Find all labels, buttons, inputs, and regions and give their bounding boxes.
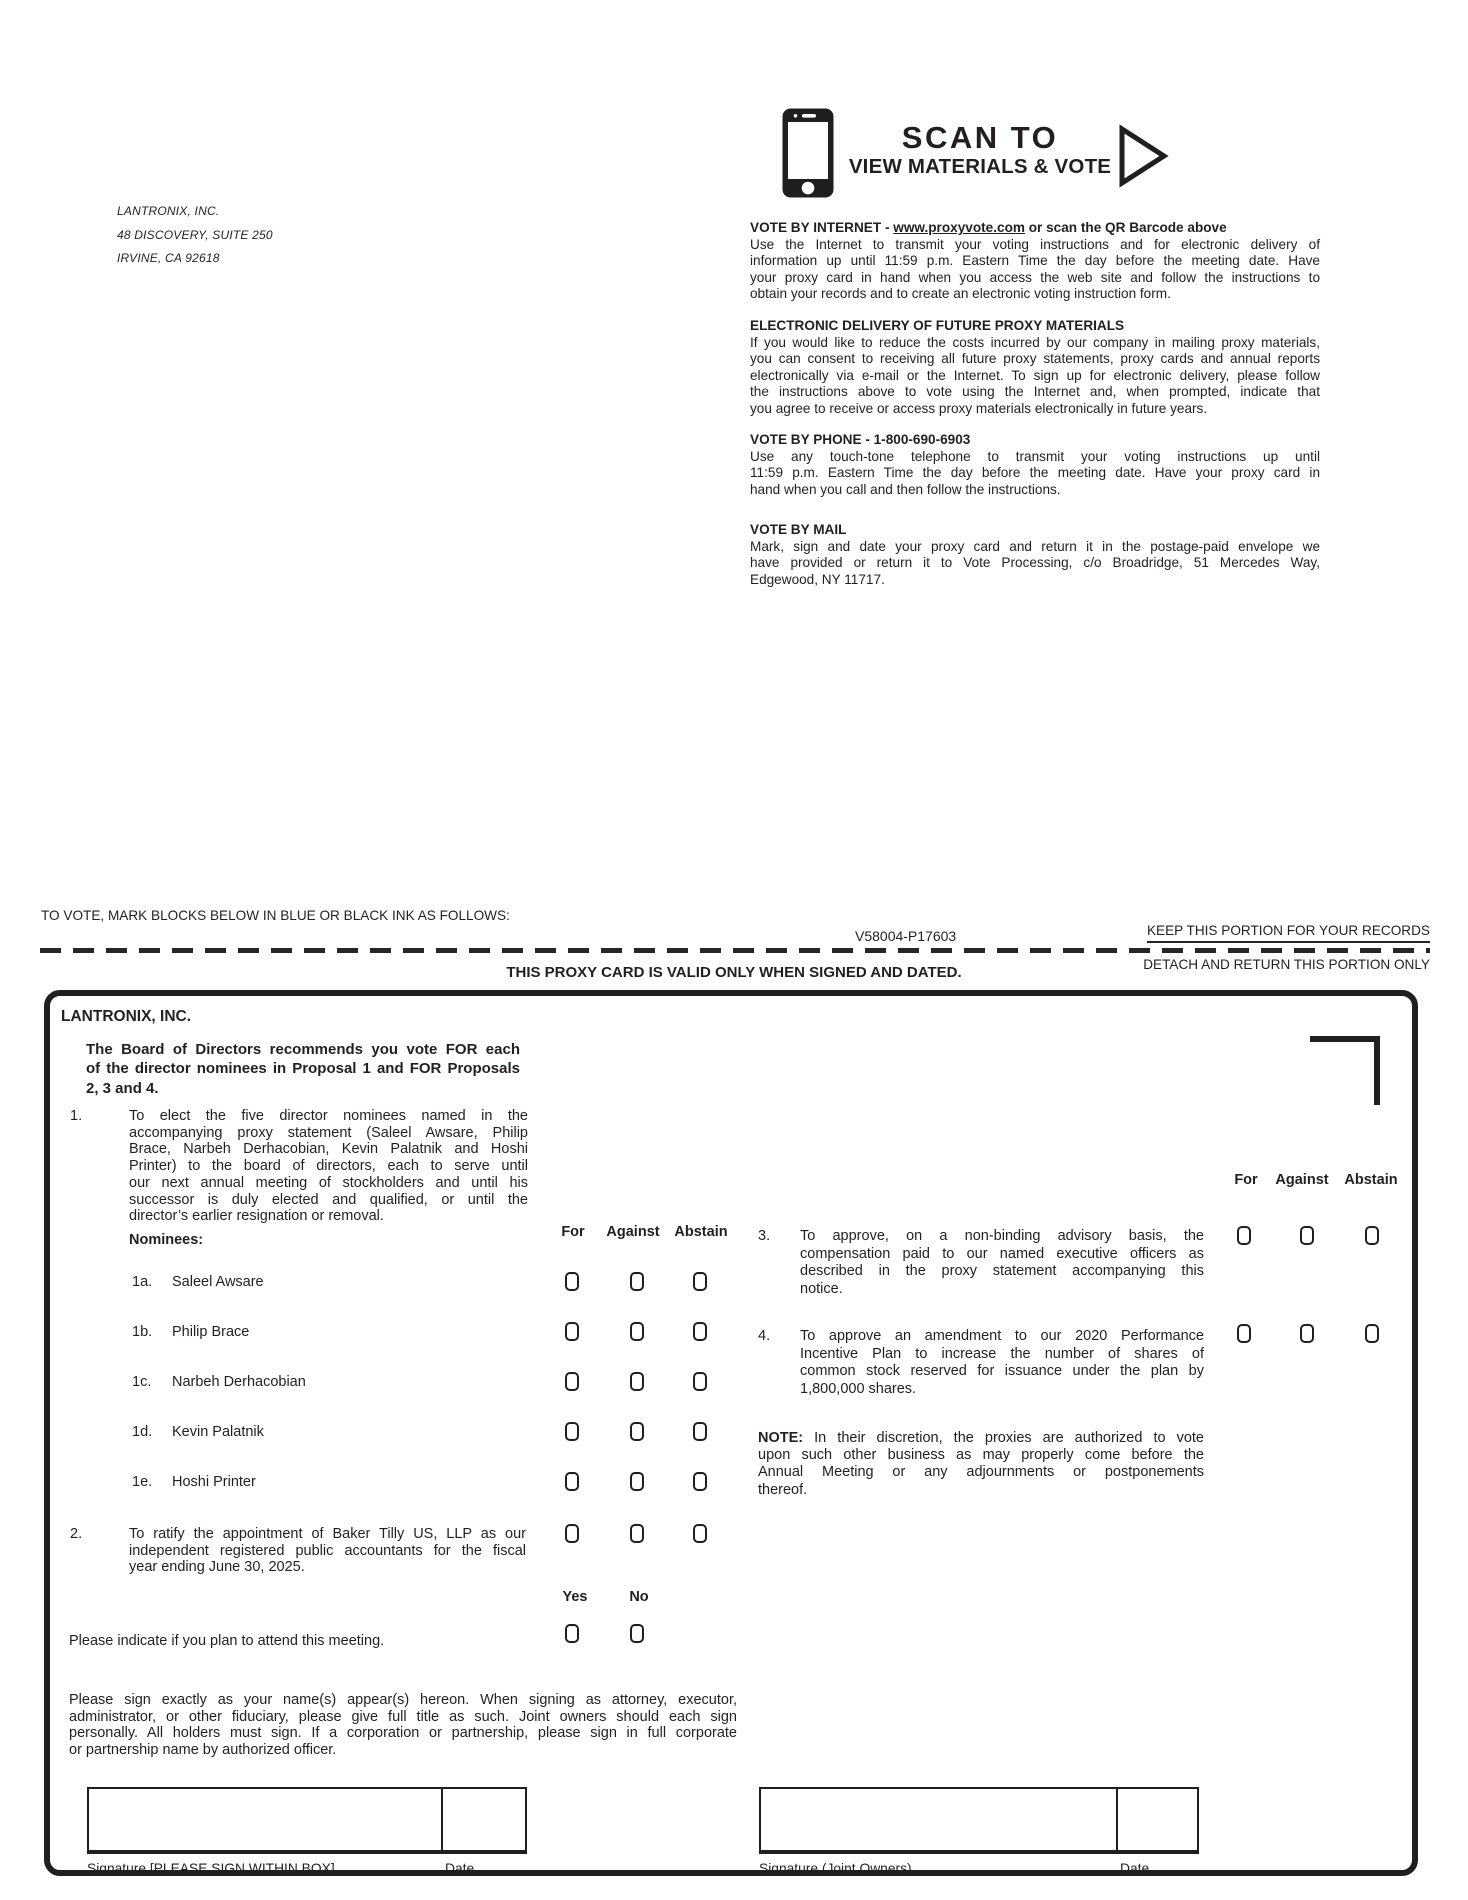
note-label: NOTE: <box>758 1430 804 1446</box>
note-lines <box>758 1447 1204 1499</box>
nominee-1e-checkbox-against[interactable] <box>630 1472 644 1491</box>
nominee-1a-checkbox-against[interactable] <box>630 1272 644 1291</box>
proposal2-checkbox-for[interactable] <box>565 1524 579 1543</box>
text-line: hand when you call and then follow the instructions. <box>750 481 1061 497</box>
text-line: To approve an amendment to our 2020 Performance <box>800 1328 1204 1344</box>
text-line: common stock reserved for issuance under the plan by <box>800 1363 1204 1380</box>
sender-address-line1: 48 DISCOVERY, SUITE 250 <box>117 227 273 242</box>
nominee-1b-checkbox-against[interactable] <box>630 1322 644 1341</box>
text-line: administrator, or other fiduciary, please give full title as such. Joint owners should each sign <box>69 1708 737 1725</box>
scan-to-banner <box>846 121 1114 178</box>
proposal3-checkbox-abstain[interactable] <box>1365 1226 1379 1245</box>
nominee-1c-name: Narbeh Derhacobian <box>172 1374 306 1390</box>
signature-joint-date-label: Date <box>1120 1861 1150 1876</box>
signature-box-joint[interactable] <box>759 1787 1199 1854</box>
text-line: you can consent to receiving all future proxy statements, proxy cards and annual reports <box>750 351 1320 367</box>
text-line: director’s earlier resignation or removal. <box>129 1208 384 1225</box>
signature-primary-label: Signature [PLEASE SIGN WITHIN BOX] <box>87 1861 335 1876</box>
nominee-1c-number: 1c. <box>132 1374 152 1390</box>
text-line: accompanying proxy statement (Saleel Awsare, Philip <box>129 1124 528 1141</box>
valid-when-signed-title: THIS PROXY CARD IS VALID ONLY WHEN SIGNED AND DATED. <box>506 964 962 981</box>
right-header-abstain: Abstain <box>1344 1172 1398 1188</box>
vote-internet-text <box>750 237 1320 303</box>
nominee-1e-checkbox-for[interactable] <box>565 1472 579 1491</box>
text-line: thereof. <box>758 1481 808 1498</box>
left-header-abstain: Abstain <box>674 1224 728 1240</box>
proposal2-checkbox-abstain[interactable] <box>693 1524 707 1543</box>
text-line: Annual Meeting or any adjournments or postponements <box>758 1464 1204 1481</box>
proposal1-number: 1. <box>70 1108 83 1124</box>
text-line: of the director nominees in Proposal 1 and FOR Proposals <box>86 1060 520 1078</box>
nominee-1a-number: 1a. <box>132 1274 153 1290</box>
proposal4-checkbox-against[interactable] <box>1300 1324 1314 1343</box>
proposal1-text <box>129 1108 528 1225</box>
text-line: have provided or return it to Vote Processing, c/o Broadridge, 51 Mercedes Way, <box>750 555 1320 571</box>
right-header-for: For <box>1234 1172 1258 1188</box>
text-line: Brace, Narbeh Derhacobian, Kevin Palatnik and Hoshi <box>129 1141 528 1158</box>
text-line: you agree to receive or access proxy materials electronically in future years. <box>750 400 1208 416</box>
note-first-line: In their discretion, the proxies are authorized to vote <box>803 1430 1204 1446</box>
attend-checkbox-no[interactable] <box>630 1624 644 1643</box>
vote-mail-text <box>750 539 1320 589</box>
electronic-delivery-text <box>750 335 1320 418</box>
text-line: personally. All holders must sign. If a corporation or partnership, please sign in full corporate <box>69 1725 737 1742</box>
text-line: notice. <box>800 1280 843 1297</box>
nominee-1b-checkbox-for[interactable] <box>565 1322 579 1341</box>
text-line: our next annual meeting of stockholders and until his <box>129 1174 528 1191</box>
sender-address-block <box>117 200 273 271</box>
vote-internet-title-suffix: or scan the QR Barcode above <box>1024 220 1227 235</box>
nominees-label: Nominees: <box>129 1232 204 1248</box>
left-header-against: Against <box>606 1224 660 1240</box>
proposal4-checkbox-for[interactable] <box>1237 1324 1251 1343</box>
sender-name: LANTRONIX, INC. <box>117 204 220 218</box>
arrow-triangle-icon <box>1118 124 1170 193</box>
text-line: information up until 11:59 p.m. Eastern Time the day before the meeting date. Have <box>750 253 1320 269</box>
nominee-1d-checkbox-abstain[interactable] <box>693 1422 707 1441</box>
text-line: Mark, sign and date your proxy card and return it in the postage-paid envelope we <box>750 538 1320 554</box>
text-line: To approve, on a non-binding advisory basis, the <box>800 1228 1204 1244</box>
nominee-1b-checkbox-abstain[interactable] <box>693 1322 707 1341</box>
text-line: Incentive Plan to increase the number of shares of <box>800 1345 1204 1362</box>
nominee-1d-name: Kevin Palatnik <box>172 1424 264 1440</box>
vote-method-electronic <box>750 318 1320 418</box>
text-line: To ratify the appointment of Baker Tilly US, LLP as our <box>129 1526 526 1542</box>
electronic-delivery-title: ELECTRONIC DELIVERY OF FUTURE PROXY MATERIALS <box>750 318 1125 333</box>
attend-checkbox-yes[interactable] <box>565 1624 579 1643</box>
text-line: described in the proxy statement accompanying this <box>800 1263 1204 1280</box>
vote-phone-text <box>750 449 1320 499</box>
text-line: successor is duly elected and qualified, or until the <box>129 1191 528 1208</box>
proposal3-number: 3. <box>758 1228 771 1244</box>
text-line: independent registered public accountants for the fiscal <box>129 1542 526 1559</box>
attend-meeting-line: Please indicate if you plan to attend this meeting. <box>69 1633 385 1649</box>
proposal4-checkbox-abstain[interactable] <box>1365 1324 1379 1343</box>
proposal2-text <box>129 1526 526 1576</box>
text-line: To elect the five director nominees named in the <box>129 1108 528 1124</box>
nominee-1e-number: 1e. <box>132 1474 153 1490</box>
sender-address-line2: IRVINE, CA 92618 <box>117 251 220 265</box>
nominee-1d-checkbox-against[interactable] <box>630 1422 644 1441</box>
text-line: Use any touch-tone telephone to transmit your voting instructions up until <box>750 448 1320 464</box>
mark-blocks-instruction: TO VOTE, MARK BLOCKS BELOW IN BLUE OR BLACK INK AS FOLLOWS: <box>41 908 510 923</box>
card-company-name: LANTRONIX, INC. <box>61 1008 192 1025</box>
nominee-1e-name: Hoshi Printer <box>172 1474 256 1490</box>
signature-box-joint-date-divider <box>1116 1789 1118 1850</box>
perforation-dashed-line <box>40 948 1430 953</box>
text-line: your proxy card in hand when you access the web site and follow the instructions to <box>750 269 1320 285</box>
text-line: Printer) to the board of directors, each to serve until <box>129 1158 528 1175</box>
board-recommendation <box>86 1040 520 1098</box>
proposal4-text <box>800 1328 1204 1398</box>
nominee-1a-name: Saleel Awsare <box>172 1274 264 1290</box>
proposal3-text <box>800 1228 1204 1298</box>
text-line: obtain your records and to create an electronic voting instruction form. <box>750 286 1171 302</box>
signature-box-primary-date-divider <box>441 1789 443 1850</box>
proposal4-number: 4. <box>758 1328 771 1344</box>
proxyvote-link[interactable]: www.proxyvote.com <box>893 220 1025 235</box>
yes-header: Yes <box>562 1589 588 1605</box>
nominee-1d-checkbox-for[interactable] <box>565 1422 579 1441</box>
vote-mail-title: VOTE BY MAIL <box>750 522 847 537</box>
text-line: Edgewood, NY 11717. <box>750 571 885 587</box>
text-line: If you would like to reduce the costs incurred by our company in mailing proxy materials, <box>750 334 1320 350</box>
nominee-1b-name: Philip Brace <box>172 1324 250 1340</box>
proposal2-checkbox-against[interactable] <box>630 1524 644 1543</box>
nominee-1a-checkbox-abstain[interactable] <box>693 1272 707 1291</box>
detach-portion-label: DETACH AND RETURN THIS PORTION ONLY <box>1143 957 1430 972</box>
vote-method-internet <box>750 220 1320 303</box>
nominee-1c-checkbox-abstain[interactable] <box>693 1372 707 1391</box>
text-line: upon such other business as may properly come before the <box>758 1447 1204 1464</box>
proposal2-number: 2. <box>70 1526 83 1542</box>
nominee-1c-checkbox-for[interactable] <box>565 1372 579 1391</box>
text-line: 11:59 p.m. Eastern Time the day before the meeting date. Have your proxy card in <box>750 465 1320 481</box>
text-line: 1,800,000 shares. <box>800 1380 917 1397</box>
proposal3-checkbox-for[interactable] <box>1237 1226 1251 1245</box>
text-line: 2, 3 and 4. <box>86 1079 159 1097</box>
text-line: electronically via e-mail or the Internet. To sign up for electronic delivery, please follow <box>750 367 1320 383</box>
scan-to-subtitle: VIEW MATERIALS & VOTE <box>848 155 1112 178</box>
nominee-1b-number: 1b. <box>132 1324 153 1340</box>
signature-box-primary[interactable] <box>87 1787 527 1854</box>
text-line: Please sign exactly as your name(s) appear(s) hereon. When signing as attorney, executor, <box>69 1692 737 1708</box>
sign-instructions <box>69 1692 737 1758</box>
left-header-for: For <box>561 1224 585 1240</box>
right-header-against: Against <box>1275 1172 1329 1188</box>
proposal3-checkbox-against[interactable] <box>1300 1226 1314 1245</box>
signature-primary-date-label: Date <box>445 1861 475 1876</box>
text-line: or partnership name by authorized officer. <box>69 1741 337 1758</box>
text-line: compensation paid to our named executive officers as <box>800 1245 1204 1262</box>
control-number: V58004-P17603 <box>855 928 957 944</box>
text-line: the instructions above to vote using the Internet and, when prompted, indicate that <box>750 384 1320 400</box>
text-line: year ending June 30, 2025. <box>129 1559 305 1576</box>
text-line: The Board of Directors recommends you vote FOR each <box>86 1041 520 1058</box>
nominee-1d-number: 1d. <box>132 1424 153 1440</box>
signature-joint-label: Signature (Joint Owners) <box>759 1861 912 1876</box>
no-header: No <box>629 1589 649 1605</box>
vote-internet-title <box>750 220 1320 237</box>
text-line: Use the Internet to transmit your voting instructions and for electronic delivery of <box>750 236 1320 252</box>
vote-method-mail <box>750 522 1320 588</box>
vote-method-phone <box>750 432 1320 498</box>
keep-portion-label: KEEP THIS PORTION FOR YOUR RECORDS <box>1147 923 1430 943</box>
scan-to-title: SCAN TO <box>901 120 1059 155</box>
smartphone-icon <box>781 107 835 204</box>
vote-internet-title-prefix: VOTE BY INTERNET - <box>750 220 894 235</box>
corner-registration-mark <box>1310 1036 1380 1105</box>
nominee-1a-checkbox-for[interactable] <box>565 1272 579 1291</box>
nominee-1e-checkbox-abstain[interactable] <box>693 1472 707 1491</box>
nominee-1c-checkbox-against[interactable] <box>630 1372 644 1391</box>
note-paragraph <box>758 1430 1204 1499</box>
vote-phone-title: VOTE BY PHONE - 1-800-690-6903 <box>750 432 971 447</box>
